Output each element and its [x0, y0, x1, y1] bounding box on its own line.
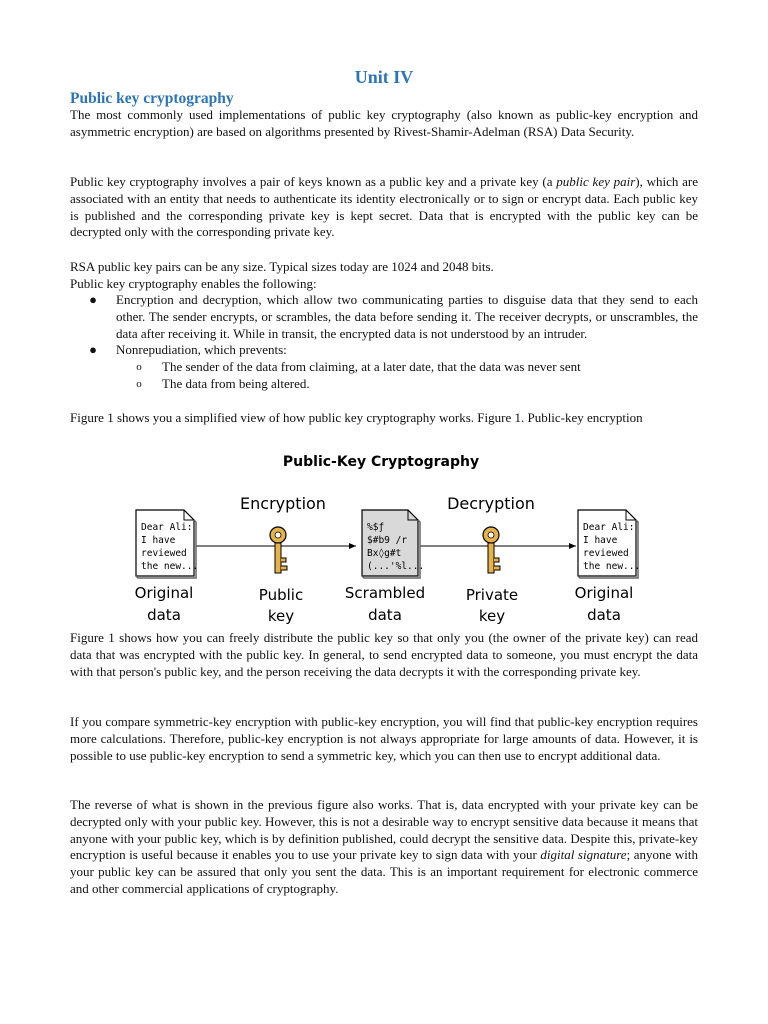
bullet-list [70, 292, 698, 393]
paragraph-text: ; anyone with your public key can be assured that only you sent the data. This is an important requirement for electronic commerce and other commercial applications of cryptography. [70, 847, 699, 896]
paragraph-enables: Public key cryptography enables the following: [70, 276, 317, 291]
emphasis-digital-signature: digital signature [540, 847, 627, 863]
figure-public-key-cryptography [70, 446, 698, 630]
sub-list-item-text: The data from being altered. [162, 375, 310, 391]
list-item-text: Encryption and decryption, which allow two communicating parties to disguise data that they send to each other. The sender encrypts, or scrambles, the data before sending it. The receiver decrypts, or unscrambles, the data after receiving it. While in transit, the encrypted data is not understood by an intruder. [116, 292, 698, 341]
encryption-label: Encryption [240, 494, 326, 513]
document-line: Dear Ali: [141, 522, 193, 533]
paragraph-key-pair [70, 174, 698, 241]
document-line: the new... [141, 561, 199, 572]
paragraph-intro: The most commonly used implementations of public key cryptography (also known as public-key encryption and asymmetric encryption) are based on algorithms presented by Rivest-Shamir-Adelman (RSA) Data Security. [70, 107, 698, 139]
caption-scrambled-data: Scrambled [344, 584, 426, 602]
caption-public-key: key [267, 607, 295, 625]
caption-scrambled-data: data [368, 606, 402, 624]
figure-title: Public-Key Cryptography [282, 454, 480, 470]
sub-list-item [70, 376, 698, 393]
original-document-icon [136, 510, 198, 578]
unit-title: Unit IV [354, 67, 414, 87]
list-item [70, 342, 698, 359]
circle-bullet-icon: o [136, 361, 142, 374]
scrambled-document-icon [362, 510, 424, 578]
paragraph-figure-explanation: Figure 1 shows how you can freely distribute the public key so that only you (the owner of the private key) can read data that was encrypted with the public key. In general, to send encrypted data to someone, you must encrypt the data with that person's public key, and the person receiving the data decrypts it with the corresponding private key. [70, 630, 698, 679]
bullet-icon: ● [89, 292, 97, 307]
document-line: reviewed [583, 548, 629, 559]
document-line: the new... [583, 561, 641, 572]
caption-original-data: Original [134, 584, 194, 602]
document-line: (...'%l... [367, 561, 425, 572]
decryption-label: Decryption [447, 494, 535, 513]
caption-original-data: Original [574, 584, 634, 602]
paragraph-digital-signature [70, 797, 698, 898]
private-key-icon [483, 527, 500, 573]
document-line: I have [583, 535, 618, 546]
caption-original-data: data [147, 606, 181, 624]
public-key-icon [270, 527, 287, 573]
caption-private-key: Private [465, 586, 519, 604]
document-line: Bx◊g#t [367, 548, 402, 559]
paragraph-figure-ref: Figure 1 shows you a simplified view of how public key cryptography works. Figure 1. Public-key encryption [70, 410, 643, 425]
sub-list-item-text: The sender of the data from claiming, at a later date, that the data was never sent [162, 359, 581, 375]
caption-original-data: data [587, 606, 621, 624]
document-line: Dear Ali: [583, 522, 635, 533]
decrypted-document-icon [578, 510, 640, 578]
sub-list-item [70, 359, 698, 376]
paragraph-text: The reverse of what is shown in the previous figure also works. That is, data encrypted with your private key can be decrypted only with your public key. However, this is not a desirable way to encrypt sensitive data because it means that anyone with your public key, which is by definition published, could decrypt the sensitive data. Despite this, private-key encryption is useful because it enables you to use your private key to sign data with your [70, 797, 698, 863]
document-line: $#b9 /r [367, 535, 408, 546]
paragraph-symmetric-comparison: If you compare symmetric-key encryption with public-key encryption, you will find that public-key encryption requires more calculations. Therefore, public-key encryption is not always appropriate for large amounts of data. However, it is possible to use public-key encryption to send a symmetric key, which you can then use to encrypt additional data. [70, 714, 698, 763]
emphasis-public-key-pair: public key pair [556, 174, 636, 189]
bullet-icon: ● [89, 342, 97, 358]
document-line: I have [141, 535, 176, 546]
document-line: %$ƒ [367, 522, 385, 533]
figure-diagram [70, 446, 698, 630]
paragraph-text: ), which are associated with an entity that needs to authenticate its identity electronically or to sign or encrypt data. Each public key is published and the corresponding private key is kept secret. Data that is encrypted with the public key can be decrypted only with the corresponding private key. [70, 174, 699, 240]
paragraph-text: Public key cryptography involves a pair of keys known as a public key and a private key (a [70, 174, 557, 189]
caption-public-key: Public [258, 586, 304, 604]
list-item [70, 292, 698, 342]
document-line: reviewed [141, 548, 187, 559]
section-heading: Public key cryptography [70, 90, 234, 107]
list-item-text: Nonrepudiation, which prevents: [116, 342, 287, 358]
circle-bullet-icon: o [136, 377, 142, 390]
paragraph-key-sizes: RSA public key pairs can be any size. Typical sizes today are 1024 and 2048 bits. [70, 259, 494, 274]
caption-private-key: key [478, 607, 506, 625]
